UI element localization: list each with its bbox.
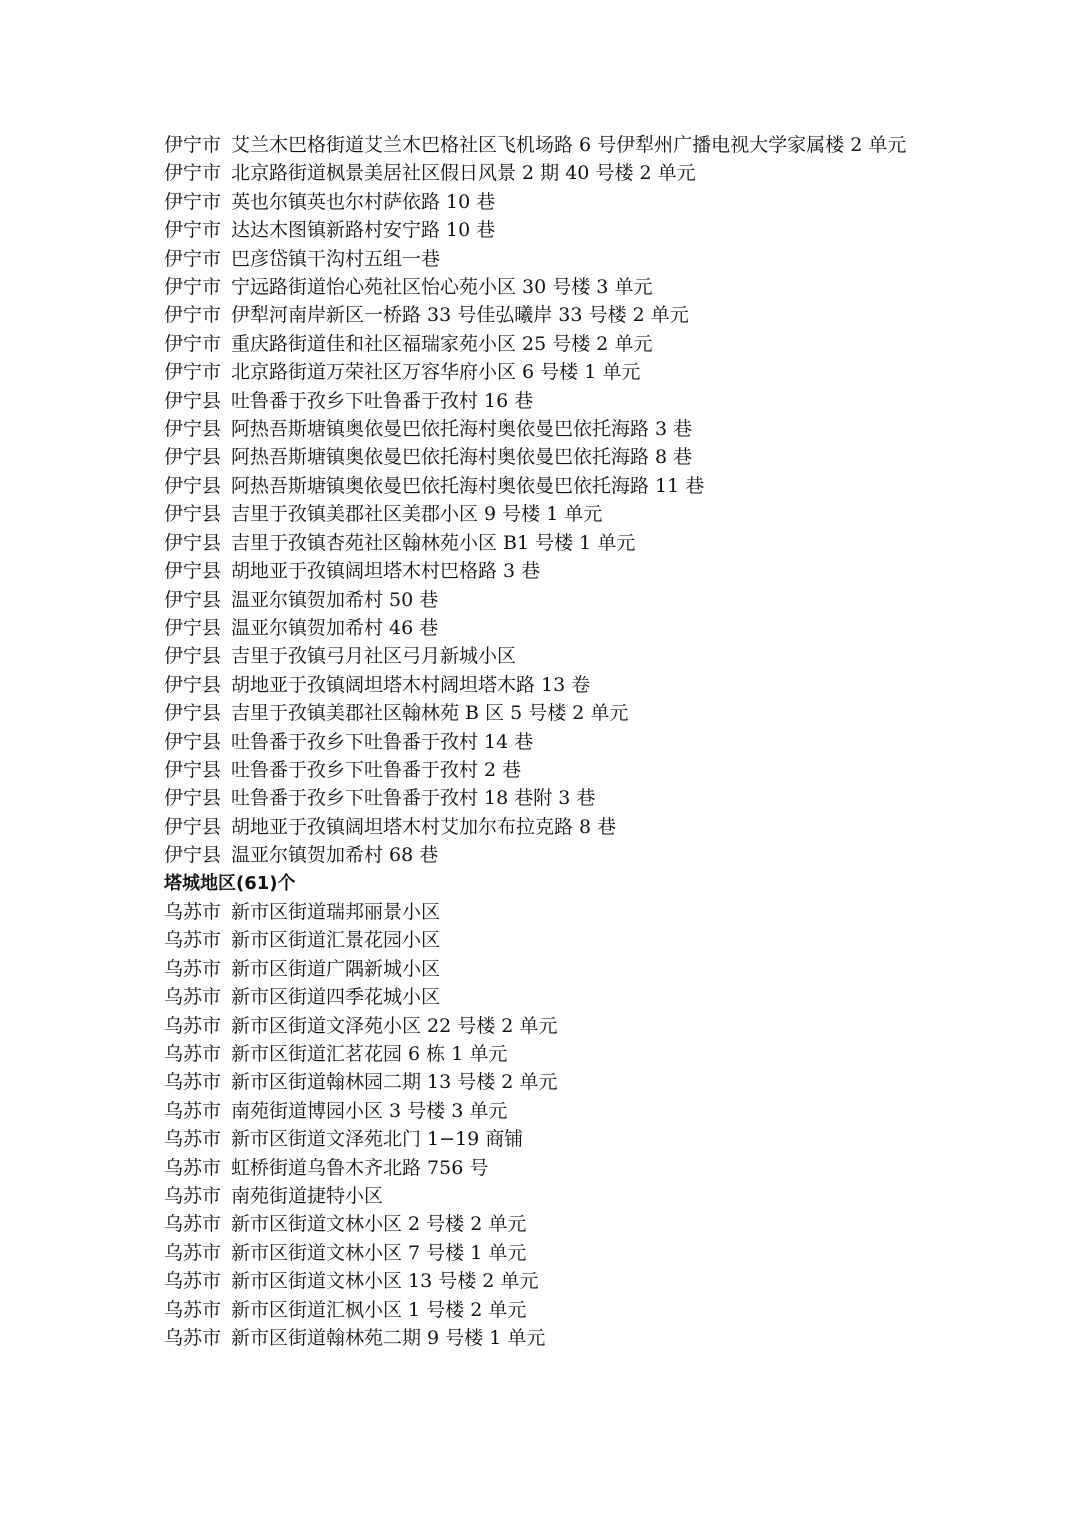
address-entry [164,1097,924,1125]
entry-address: 吐鲁番于孜乡下吐鲁番于孜村 14 巷 [231,730,534,753]
entry-address: 北京路街道万荣社区万容华府小区 6 号楼 1 单元 [231,361,641,384]
entry-area: 伊宁县 [164,645,222,668]
address-entry [164,216,924,244]
address-entry [164,387,924,415]
address-entry [164,926,924,954]
entry-address: 新市区街道广隅新城小区 [231,957,441,980]
entry-area: 乌苏市 [164,1099,222,1122]
entry-area: 伊宁市 [164,219,222,242]
entry-address: 新市区街道汇茗花园 6 栋 1 单元 [231,1043,508,1065]
entry-address: 吉里于孜镇弓月社区弓月新城小区 [231,645,517,668]
entry-address: 温亚尔镇贺加希村 50 巷 [231,588,439,611]
address-entry [164,245,924,273]
entry-address: 新市区街道文林小区 13 号楼 2 单元 [231,1270,539,1293]
address-entry [164,415,924,443]
address-entry [164,614,924,642]
entry-area: 伊宁县 [164,389,222,412]
address-entry [164,1296,924,1324]
address-entry [164,983,924,1011]
entry-address: 新市区街道翰林苑二期 9 号楼 1 单元 [231,1327,546,1350]
address-list [164,131,924,1352]
entry-area: 乌苏市 [164,900,222,923]
address-entry [164,756,924,784]
entry-address: 新市区街道文泽苑北门 1−19 商铺 [231,1128,524,1151]
entry-area: 乌苏市 [164,929,222,952]
entry-area: 伊宁市 [164,247,222,270]
entry-area: 乌苏市 [164,1298,222,1321]
address-entry [164,1125,924,1153]
entry-address: 巴彦岱镇干沟村五组一巷 [231,247,441,270]
address-entry [164,784,924,812]
address-entry [164,699,924,727]
entry-address: 艾兰木巴格街道艾兰木巴格社区飞机场路 6 号伊犁州广播电视大学家属楼 2 单元 [231,134,907,156]
address-entry [164,131,924,159]
entry-area: 伊宁县 [164,730,222,753]
section-heading: 塔城地区(61)个 [164,872,296,894]
entry-address: 阿热吾斯塘镇奥依曼巴依托海村奥依曼巴依托海路 3 巷 [231,418,693,441]
address-entry [164,1068,924,1096]
entry-area: 乌苏市 [164,1128,222,1151]
entry-address: 吐鲁番于孜乡下吐鲁番于孜村 16 巷 [231,389,534,412]
entry-address: 吉里于孜镇美郡社区翰林苑 B 区 5 号楼 2 单元 [231,702,629,725]
entry-area: 乌苏市 [164,1014,222,1037]
entry-area: 伊宁县 [164,844,222,867]
entry-address: 新市区街道文林小区 2 号楼 2 单元 [231,1213,527,1236]
entry-address: 温亚尔镇贺加希村 46 巷 [231,616,439,639]
entry-area: 乌苏市 [164,1043,222,1065]
entry-address: 新市区街道瑞邦丽景小区 [231,900,441,923]
entry-area: 伊宁县 [164,446,222,469]
entry-area: 伊宁县 [164,702,222,725]
entry-address: 英也尔镇英也尔村萨依路 10 巷 [231,190,496,213]
entry-area: 乌苏市 [164,1327,222,1350]
address-entry [164,301,924,329]
entry-address: 南苑街道捷特小区 [231,1185,384,1208]
entry-address: 新市区街道四季花城小区 [231,986,441,1009]
entry-area: 伊宁市 [164,332,222,355]
entry-area: 乌苏市 [164,1156,222,1179]
address-entry [164,1154,924,1182]
entry-area: 伊宁县 [164,787,222,810]
entry-area: 伊宁县 [164,418,222,441]
entry-address: 新市区街道汇景花园小区 [231,929,441,952]
address-entry [164,898,924,926]
address-entry [164,557,924,585]
entry-address: 新市区街道翰林园二期 13 号楼 2 单元 [231,1071,558,1094]
address-entry [164,642,924,670]
entry-address: 新市区街道文泽苑小区 22 号楼 2 单元 [231,1014,558,1037]
entry-address: 新市区街道文林小区 7 号楼 1 单元 [231,1241,527,1264]
address-entry [164,1012,924,1040]
entry-address: 吉里于孜镇杏苑社区翰林苑小区 B1 号楼 1 单元 [231,531,636,554]
entry-address: 宁远路街道怡心苑社区怡心苑小区 30 号楼 3 单元 [231,276,653,299]
address-entry [164,472,924,500]
address-entry [164,358,924,386]
entry-area: 伊宁市 [164,134,222,156]
entry-address: 温亚尔镇贺加希村 68 巷 [231,844,439,867]
address-entry [164,1210,924,1238]
entry-area: 乌苏市 [164,1185,222,1208]
entry-area: 伊宁县 [164,758,222,781]
entry-area: 乌苏市 [164,1241,222,1264]
entry-area: 伊宁县 [164,588,222,611]
address-entry [164,586,924,614]
entry-address: 吉里于孜镇美郡社区美郡小区 9 号楼 1 单元 [231,503,603,526]
entry-address: 胡地亚于孜镇阔坦塔木村巴格路 3 巷 [231,560,541,583]
entry-address: 虹桥街道乌鲁木齐北路 756 号 [231,1156,489,1179]
entry-area: 伊宁县 [164,531,222,554]
entry-address: 达达木图镇新路村安宁路 10 巷 [231,219,496,242]
entry-area: 伊宁县 [164,560,222,583]
address-entry [164,159,924,187]
entry-area: 乌苏市 [164,986,222,1009]
address-entry [164,841,924,869]
entry-area: 伊宁县 [164,474,222,497]
entry-area: 伊宁县 [164,503,222,526]
address-entry [164,330,924,358]
entry-area: 伊宁市 [164,162,222,185]
address-entry [164,728,924,756]
entry-address: 重庆路街道佳和社区福瑞家苑小区 25 号楼 2 单元 [231,332,653,355]
entry-address: 吐鲁番于孜乡下吐鲁番于孜村 18 巷附 3 巷 [231,787,596,810]
entry-area: 伊宁县 [164,815,222,838]
address-entry [164,1239,924,1267]
entry-address: 南苑街道博园小区 3 号楼 3 单元 [231,1099,508,1122]
entry-address: 北京路街道枫景美居社区假日风景 2 期 40 号楼 2 单元 [231,162,696,185]
address-entry [164,273,924,301]
entry-area: 乌苏市 [164,1213,222,1236]
address-entry [164,529,924,557]
address-entry [164,671,924,699]
address-entry [164,443,924,471]
entry-area: 伊宁市 [164,276,222,299]
address-entry [164,1182,924,1210]
address-entry [164,1040,924,1068]
entry-address: 胡地亚于孜镇阔坦塔木村艾加尔布拉克路 8 巷 [231,815,617,838]
entry-area: 伊宁市 [164,304,222,327]
entry-area: 乌苏市 [164,1270,222,1293]
entry-address: 阿热吾斯塘镇奥依曼巴依托海村奥依曼巴依托海路 11 巷 [231,474,705,497]
entry-area: 乌苏市 [164,1071,222,1094]
entry-address: 吐鲁番于孜乡下吐鲁番于孜村 2 巷 [231,758,522,781]
address-entry [164,500,924,528]
address-entry [164,1267,924,1295]
entry-address: 伊犁河南岸新区一桥路 33 号佳弘曦岸 33 号楼 2 单元 [231,304,689,327]
address-entry [164,955,924,983]
entry-address: 阿热吾斯塘镇奥依曼巴依托海村奥依曼巴依托海路 8 巷 [231,446,693,469]
address-entry [164,813,924,841]
entry-area: 伊宁市 [164,361,222,384]
entry-address: 新市区街道汇枫小区 1 号楼 2 单元 [231,1298,527,1321]
entry-area: 伊宁市 [164,190,222,213]
entry-area: 伊宁县 [164,616,222,639]
entry-area: 乌苏市 [164,957,222,980]
address-entry [164,1324,924,1352]
address-entry [164,188,924,216]
entry-address: 胡地亚于孜镇阔坦塔木村阔坦塔木路 13 卷 [231,673,591,696]
entry-area: 伊宁县 [164,673,222,696]
